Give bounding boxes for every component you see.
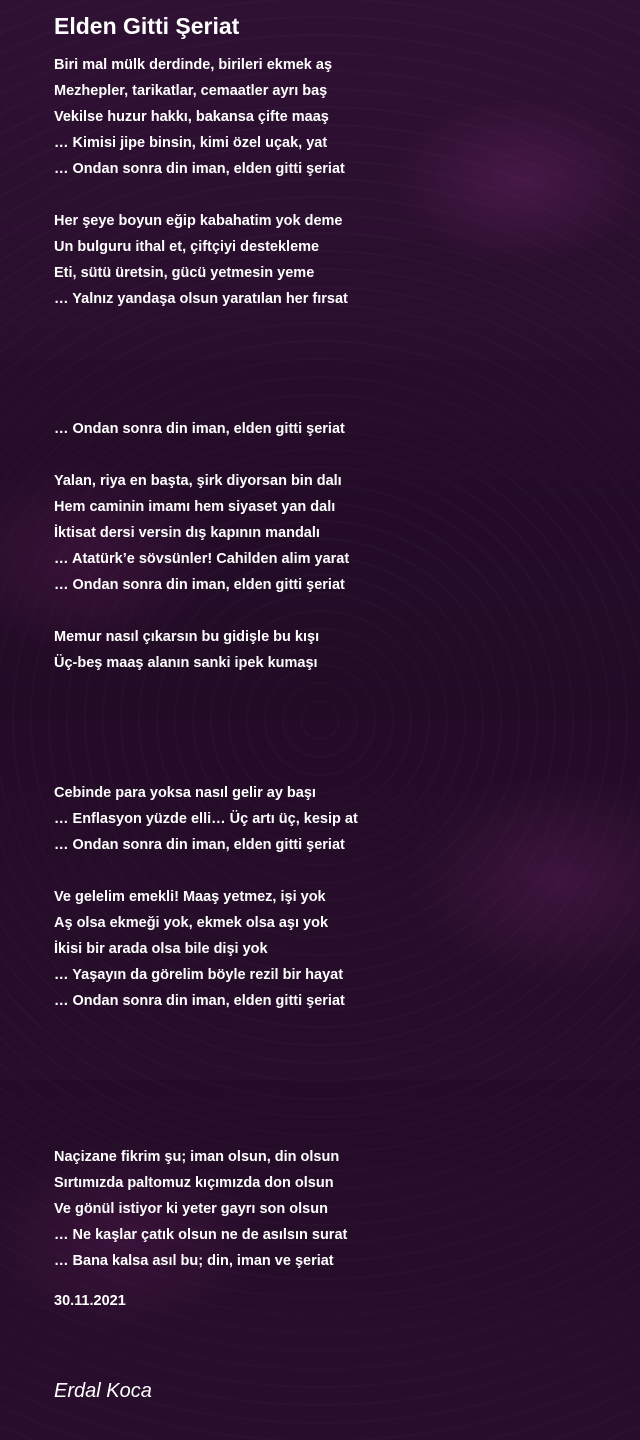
poem-date: 30.11.2021 (54, 1293, 126, 1309)
stanza-gap (54, 1014, 614, 1118)
poem-line: Ve gelelim emekli! Maaş yetmez, işi yok (54, 889, 326, 905)
poem-line: Yalan, riya en başta, şirk diyorsan bin dalı (54, 473, 342, 489)
poem-line: Sırtımızda paltomuz kıçımızda don olsun (54, 1175, 334, 1191)
poem-line: … Ondan sonra din iman, elden gitti şeriat (54, 993, 345, 1009)
poem-line: Her şeye boyun eğip kabahatim yok deme (54, 213, 343, 229)
poem-line: Memur nasıl çıkarsın bu gidişle bu kışı (54, 629, 320, 645)
poem-line: Biri mal mülk derdinde, birileri ekmek aş (54, 57, 333, 73)
poem-line: … Bana kalsa asıl bu; din, iman ve şeriat (54, 1253, 334, 1269)
poem-title: Elden Gitti Şeriat (54, 13, 240, 39)
author-name: Erdal Koca (54, 1380, 152, 1402)
poem-line: İkisi bir arada olsa bile dişi yok (54, 941, 268, 957)
poem-line: … Ondan sonra din iman, elden gitti şeriat (54, 837, 345, 853)
stanza-gap (54, 676, 614, 780)
poem-line: … Kimisi jipe binsin, kimi özel uçak, yat (54, 135, 328, 151)
poem-line: Ve gönül istiyor ki yeter gayrı son olsun (54, 1201, 328, 1217)
poem-line: … Ondan sonra din iman, elden gitti şeriat (54, 161, 345, 177)
stanza-gap (54, 598, 614, 624)
stanza-gap (54, 182, 614, 208)
stanza-gap (54, 442, 614, 468)
poem-line: Naçizane fikrim şu; iman olsun, din olsun (54, 1149, 340, 1165)
stanza-gap (54, 312, 614, 416)
poem-line: … Atatürk’e sövsünler! Cahilden alim yarat (54, 551, 350, 567)
poem-line: Eti, sütü üretsin, gücü yetmesin yeme (54, 265, 315, 281)
poem-line: … Ne kaşlar çatık olsun ne de asılsın surat (54, 1227, 348, 1243)
poem-line: … Enflasyon yüzde elli… Üç artı üç, kesip at (54, 811, 358, 827)
poem-line: … Yaşayın da görelim böyle rezil bir hayat (54, 967, 344, 983)
stanza-gap (54, 1118, 614, 1144)
poem-line: Mezhepler, tarikatlar, cemaatler ayrı baş (54, 83, 328, 99)
poem-line: Aş olsa ekmeği yok, ekmek olsa aşı yok (54, 915, 329, 931)
poem-line: Un bulguru ithal et, çiftçiyi destekleme (54, 239, 320, 255)
stanza-gap (54, 858, 614, 884)
poem-line: Hem caminin imamı hem siyaset yan dalı (54, 499, 336, 515)
poem-line: … Ondan sonra din iman, elden gitti şeriat (54, 421, 345, 437)
poem-line: … Ondan sonra din iman, elden gitti şeriat (54, 577, 345, 593)
poem-line: İktisat dersi versin dış kapının mandalı (54, 525, 320, 541)
poem-line: Üç-beş maaş alanın sanki ipek kumaşı (54, 655, 318, 671)
poem-body (54, 52, 614, 1274)
poem-line: Cebinde para yoksa nasıl gelir ay başı (54, 785, 316, 801)
poem-line: Vekilse huzur hakkı, bakansa çifte maaş (54, 109, 329, 125)
poem-line: … Yalnız yandaşa olsun yaratılan her fırsat (54, 291, 348, 307)
